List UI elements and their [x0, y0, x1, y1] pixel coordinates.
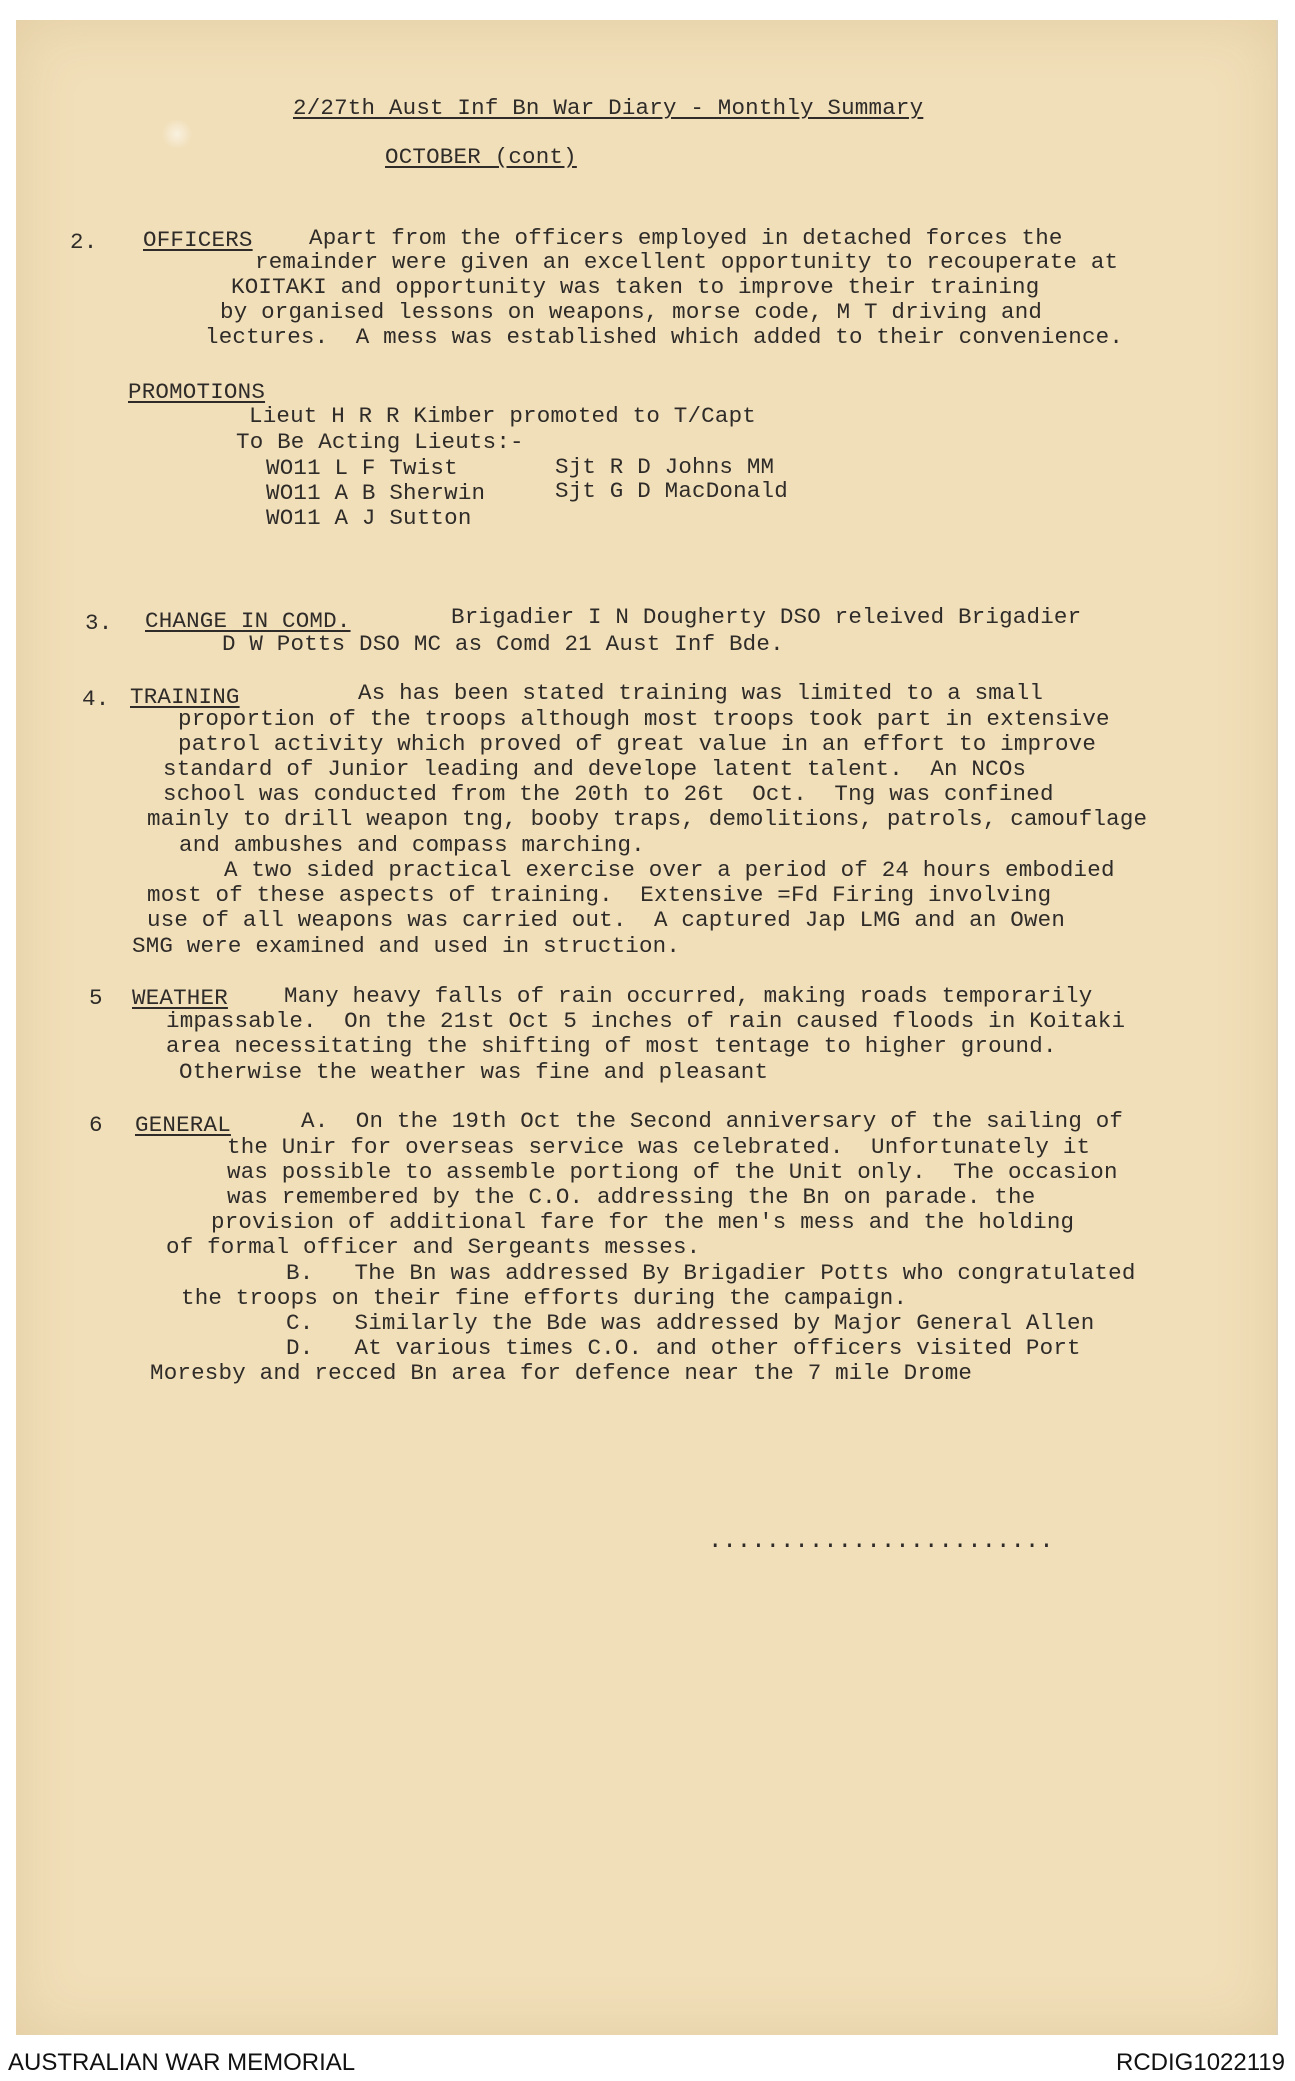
change-heading: CHANGE IN COMD. [145, 608, 351, 634]
change-number: 3. [85, 610, 113, 636]
weather-line-2: impassable. On the 21st Oct 5 inches of rain caused floods in Koitaki [166, 1008, 1126, 1034]
change-line-2: D W Potts DSO MC as Comd 21 Aust Inf Bde. [222, 631, 784, 657]
footer-archive-name: AUSTRALIAN WAR MEMORIAL [8, 2049, 356, 2076]
closing-dotted-line: ........................ [708, 1528, 1054, 1555]
weather-number: 5 [89, 985, 103, 1011]
general-line-9: C. Similarly the Bde was addressed by Major General Allen [286, 1310, 1095, 1336]
footer-record-id: RCDIG1022119 [1116, 2049, 1285, 2076]
promotions-left-1: WO11 L F Twist [266, 455, 458, 481]
training-number: 4. [82, 686, 110, 712]
general-line-11: Moresby and recced Bn area for defence near the 7 mile Drome [150, 1360, 973, 1386]
training-line-7: and ambushes and compass marching. [179, 832, 645, 858]
promotions-right-1: Sjt R D Johns MM [555, 454, 775, 480]
general-heading: GENERAL [135, 1112, 231, 1138]
officers-line-2: remainder were given an excellent opportunity to recouperate at [255, 249, 1119, 275]
training-line-4: standard of Junior leading and develope latent talent. An NCOs [163, 756, 1027, 782]
training-line-6: mainly to drill weapon tng, booby traps, demolitions, patrols, camouflage [147, 806, 1148, 832]
document-subtitle: OCTOBER (cont) [385, 144, 577, 170]
paper-blemish [160, 120, 194, 148]
officers-line-4: by organised lessons on weapons, morse code, M T driving and [220, 299, 1043, 325]
training-line-9: most of these aspects of training. Extensive =Fd Firing involving [147, 882, 1052, 908]
officers-line-5: lectures. A mess was established which added to their convenience. [205, 324, 1124, 350]
officers-number: 2. [70, 229, 98, 255]
promotions-left-2: WO11 A B Sherwin [266, 480, 486, 506]
promotions-left-3: WO11 A J Sutton [266, 505, 472, 531]
promotions-right-2: Sjt G D MacDonald [555, 478, 788, 504]
general-line-4: was remembered by the C.O. addressing the Bn on parade. the [227, 1184, 1036, 1210]
promotions-line-1: Lieut H R R Kimber promoted to T/Capt [249, 403, 756, 429]
general-line-8: the troops on their fine efforts during the campaign. [181, 1285, 908, 1311]
general-line-5: provision of additional fare for the men's mess and the holding [211, 1209, 1075, 1235]
general-number: 6 [89, 1112, 103, 1138]
weather-line-3: area necessitating the shifting of most tentage to higher ground. [166, 1033, 1057, 1059]
change-line-1: Brigadier I N Dougherty DSO releived Brigadier [451, 604, 1082, 630]
document-title: 2/27th Aust Inf Bn War Diary - Monthly Summary [293, 95, 924, 121]
promotions-heading: PROMOTIONS [128, 379, 266, 405]
training-line-11: SMG were examined and used in struction. [132, 933, 681, 959]
training-line-10: use of all weapons was carried out. A captured Jap LMG and an Owen [147, 907, 1066, 933]
weather-heading: WEATHER [132, 985, 228, 1011]
officers-heading: OFFICERS [143, 227, 253, 253]
promotions-line-2: To Be Acting Lieuts:- [236, 429, 524, 455]
general-line-3: was possible to assemble portiong of the Unit only. The occasion [227, 1159, 1118, 1185]
officers-line-1: Apart from the officers employed in detached forces the [309, 225, 1063, 251]
weather-line-4: Otherwise the weather was fine and pleasant [179, 1059, 769, 1085]
general-line-10: D. At various times C.O. and other officers visited Port [286, 1335, 1081, 1361]
officers-line-3: KOITAKI and opportunity was taken to improve their training [231, 274, 1040, 300]
weather-line-1: Many heavy falls of rain occurred, making roads temporarily [284, 983, 1093, 1009]
general-line-1: A. On the 19th Oct the Second anniversary of the sailing of [301, 1108, 1124, 1134]
training-line-2: proportion of the troops although most troops took part in extensive [178, 706, 1110, 732]
training-heading: TRAINING [130, 684, 240, 710]
training-line-1: As has been stated training was limited to a small [358, 680, 1044, 706]
training-line-3: patrol activity which proved of great value in an effort to improve [178, 731, 1097, 757]
general-line-7: B. The Bn was addressed By Brigadier Potts who congratulated [286, 1260, 1136, 1286]
training-line-5: school was conducted from the 20th to 26t Oct. Tng was confined [163, 781, 1054, 807]
general-line-6: of formal officer and Sergeants messes. [166, 1234, 701, 1260]
general-line-2: the Unir for overseas service was celebrated. Unfortunately it [227, 1134, 1091, 1160]
training-line-8: A two sided practical exercise over a period of 24 hours embodied [224, 857, 1115, 883]
